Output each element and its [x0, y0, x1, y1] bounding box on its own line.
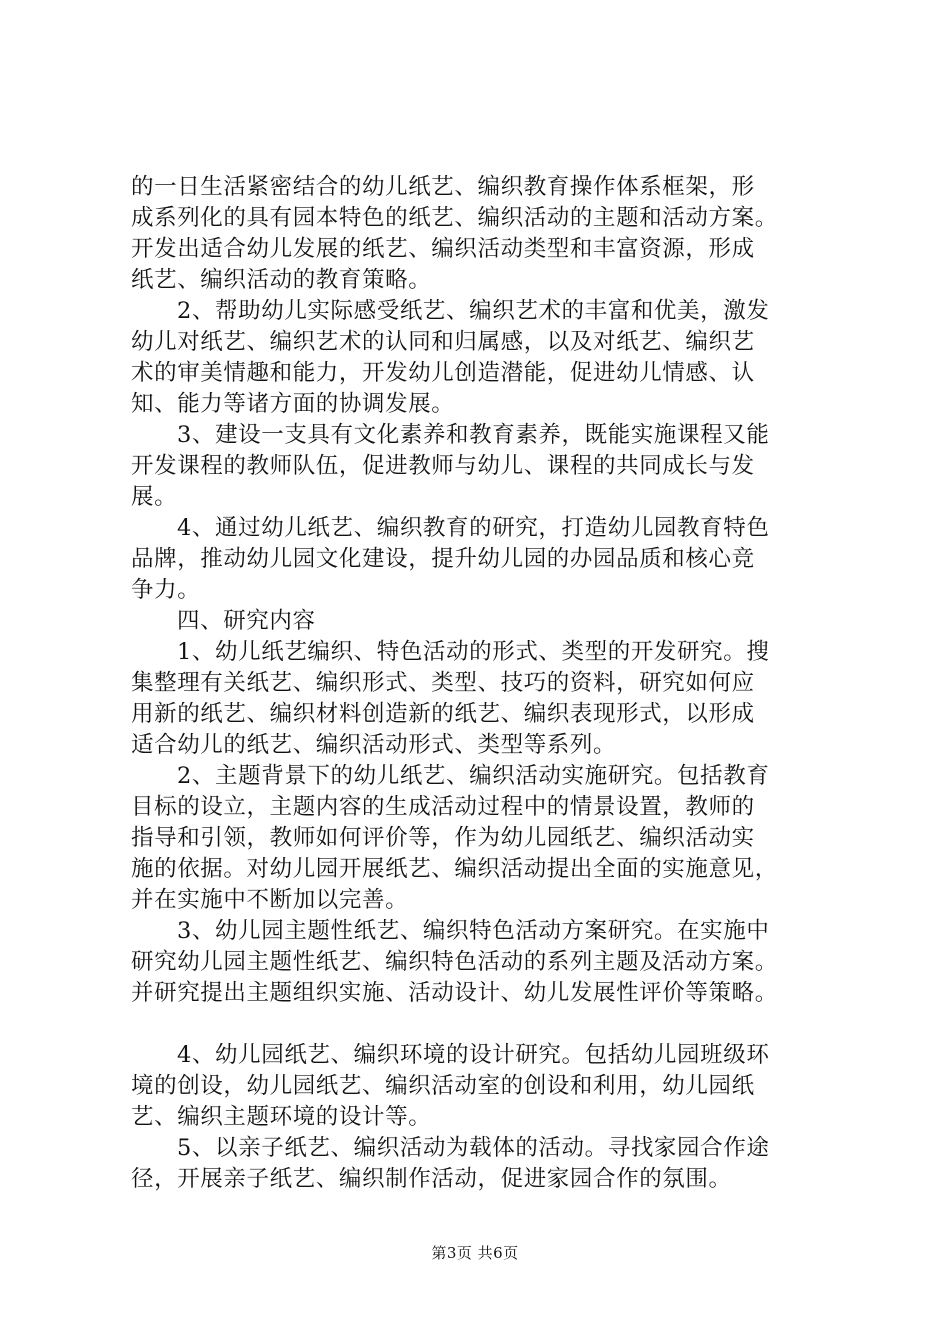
text-line: 径，开展亲子纸艺、编织制作活动，促进家园合作的氛围。: [131, 1166, 732, 1192]
text-line: 展。: [131, 484, 178, 510]
section-heading: 四、研究内容: [177, 608, 316, 634]
paragraph-start-line: 1、幼儿纸艺编织、特色活动的形式、类型的开发研究。搜: [177, 639, 770, 665]
text-line: 目标的设立，主题内容的生成活动过程中的情景设置，教师的: [131, 794, 755, 820]
text-line: 开发出适合幼儿发展的纸艺、编织活动类型和丰富资源，形成: [131, 236, 755, 262]
text-line: 知、能力等诸方面的协调发展。: [131, 391, 455, 417]
text-line: 艺、编织主题环境的设计等。: [131, 1104, 432, 1130]
text-line: 适合幼儿的纸艺、编织活动形式、类型等系列。: [131, 732, 617, 758]
paragraph-start-line: 4、幼儿园纸艺、编织环境的设计研究。包括幼儿园班级环: [177, 1042, 770, 1068]
paragraph-start-line: 4、通过幼儿纸艺、编织教育的研究，打造幼儿园教育特色: [177, 515, 770, 541]
text-line: 开发课程的教师队伍，促进教师与幼儿、课程的共同成长与发: [131, 453, 755, 479]
blank-line: [131, 1009, 831, 1040]
text-line: 境的创设，幼儿园纸艺、编织活动室的创设和利用，幼儿园纸: [131, 1073, 755, 1099]
text-line: 品牌，推动幼儿园文化建设，提升幼儿园的办园品质和核心竞: [131, 546, 755, 572]
page-footer: 第3页 共6页: [431, 1244, 519, 1262]
text-line: 并在实施中不断加以完善。: [131, 887, 409, 913]
paragraph-start-line: 3、建设一支具有文化素养和教育素养，既能实施课程又能: [177, 422, 770, 448]
document-body: [131, 172, 831, 1195]
paragraph-start-line: 2、帮助幼儿实际感受纸艺、编织艺术的丰富和优美，激发: [177, 298, 770, 324]
text-line: 用新的纸艺、编织材料创造新的纸艺、编织表现形式，以形成: [131, 701, 755, 727]
text-line: 研究幼儿园主题性纸艺、编织特色活动的系列主题及活动方案。: [131, 949, 778, 975]
paragraph-start-line: 2、主题背景下的幼儿纸艺、编织活动实施研究。包括教育: [177, 763, 770, 789]
text-line: 的一日生活紧密结合的幼儿纸艺、编织教育操作体系框架，形: [131, 174, 755, 200]
text-line: 指导和引领，教师如何评价等，作为幼儿园纸艺、编织活动实: [131, 825, 755, 851]
text-line: 术的审美情趣和能力，开发幼儿创造潜能，促进幼儿情感、认: [131, 360, 755, 386]
text-line: 施的依据。对幼儿园开展纸艺、编织活动提出全面的实施意见，: [131, 856, 778, 882]
text-line: 幼儿对纸艺、编织艺术的认同和归属感，以及对纸艺、编织艺: [131, 329, 755, 355]
text-line: 纸艺、编织活动的教育策略。: [131, 267, 432, 293]
paragraph-start-line: 5、以亲子纸艺、编织活动为载体的活动。寻找家园合作途: [177, 1135, 770, 1161]
text-line: 争力。: [131, 577, 201, 603]
paragraph-start-line: 3、幼儿园主题性纸艺、编织特色活动方案研究。在实施中: [177, 918, 770, 944]
text-line: 成系列化的具有园本特色的纸艺、编织活动的主题和活动方案。: [131, 205, 778, 231]
text-line: 集整理有关纸艺、编织形式、类型、技巧的资料，研究如何应: [131, 670, 755, 696]
text-line: 并研究提出主题组织实施、活动设计、幼儿发展性评价等策略。: [131, 980, 778, 1006]
